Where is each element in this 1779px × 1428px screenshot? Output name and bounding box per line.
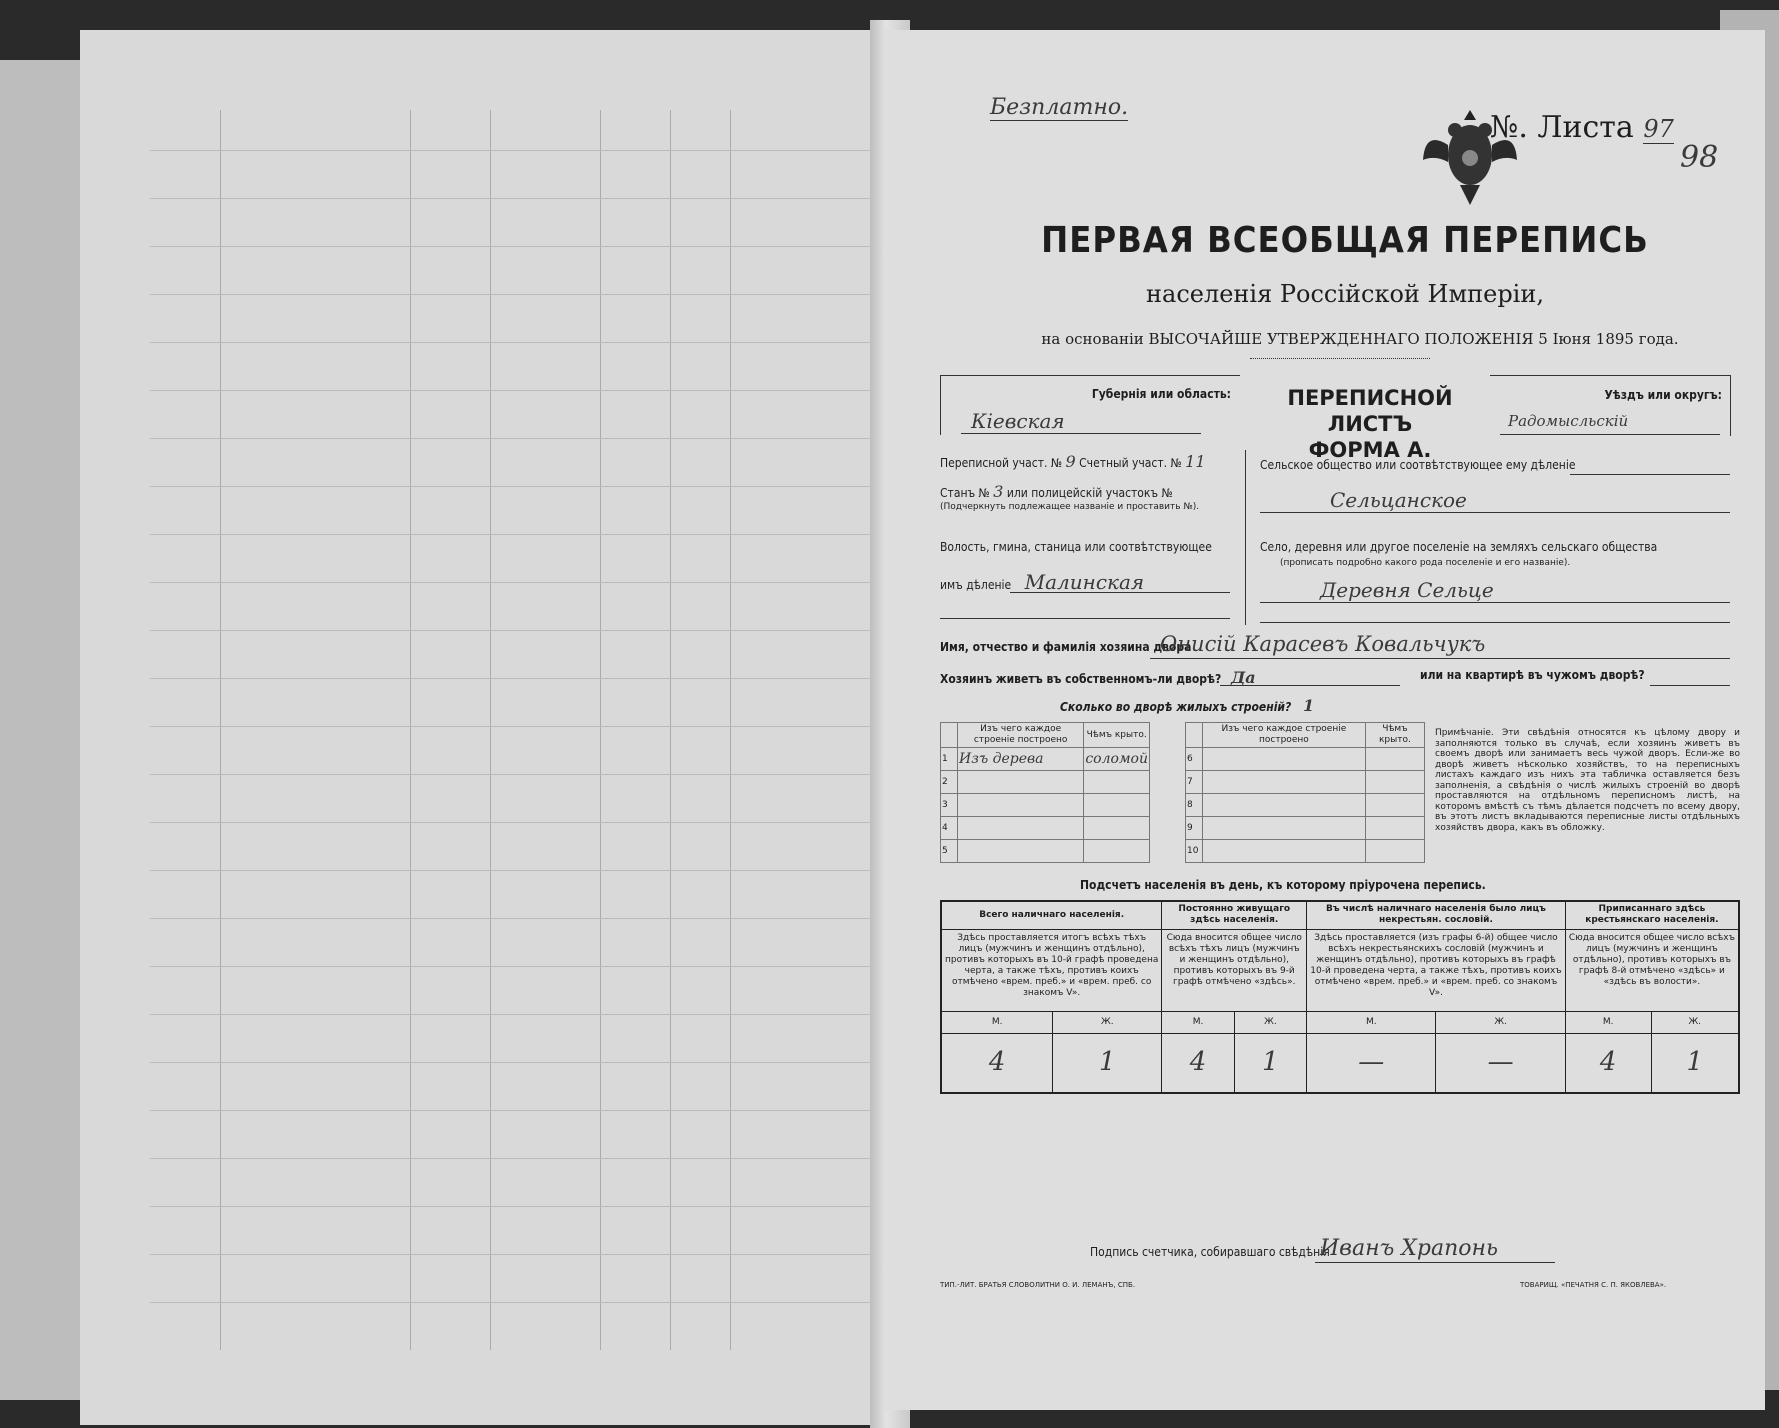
sheet-number-label: №. Листа [1490, 110, 1634, 145]
uezd-label: Уѣздъ или округъ: [1604, 388, 1722, 402]
form-label: ФОРМА А. [1308, 438, 1432, 462]
tally-table [940, 900, 1740, 1094]
ornament-divider [1250, 358, 1430, 359]
col-roof-header: Чѣмъ крыто. [1084, 723, 1150, 748]
male-label: М. [1307, 1011, 1436, 1033]
roof-value: соломой [1084, 748, 1150, 771]
stan-value: 3 [993, 482, 1004, 501]
tally-col-title: Постоянно живущаго здѣсь населенія. [1162, 901, 1307, 929]
tally-male-value: — [1307, 1033, 1436, 1093]
tally-col-desc: Здѣсь проставляется итогъ всѣхъ тѣхъ лицъ (мужчинъ и женщинъ отдѣльно), противъ которыхъ въ 10-й графѣ проведена черта, а также тѣхъ, противъ коихъ отмѣчено «врем. преб.» и «врем. преб. со знакомъ V». [941, 929, 1162, 1011]
buildings-table-left [940, 722, 1150, 863]
census-form [940, 40, 1740, 1330]
tally-male-value: 4 [941, 1033, 1053, 1093]
gubernia-box [940, 375, 1241, 435]
census-area-label: Переписной участ. № [940, 456, 1063, 470]
tally-male-value: 4 [1565, 1033, 1651, 1093]
female-label: Ж. [1234, 1011, 1306, 1033]
own-yard-row [940, 668, 1256, 687]
signature-label: Подпись счетчика, собиравшаго свѣдѣнія [1090, 1245, 1330, 1259]
volost-value: Малинская [1024, 570, 1145, 594]
census-area-row [940, 452, 1230, 471]
tally-heading: Подсчетъ населенія въ день, къ которому пріурочена перепись. [1080, 878, 1486, 892]
own-yard-value: Да [1230, 668, 1256, 687]
gubernia-label: Губернія или область: [1091, 387, 1231, 401]
table-row: 9 [1186, 817, 1425, 840]
male-label: М. [1162, 1011, 1234, 1033]
sheet-number-value: 97 [1643, 115, 1674, 143]
gubernia-value: Кіевская [971, 409, 1065, 433]
sheet-number [1490, 110, 1719, 175]
tally-col-desc: Сюда вносится общее число всѣхъ лицъ (мужчинъ и женщинъ отдѣльно), противъ которыхъ въ графѣ 8-й отмѣчено «здѣсь» и «здѣсь въ волости». [1565, 929, 1739, 1011]
sheet-title-block [1270, 385, 1470, 463]
volost-label: Волость, гмина, станица или соотвѣтствующее [940, 540, 1212, 554]
owner-label: Имя, отчество и фамилія хозяина двора [940, 640, 1192, 654]
owner-value: Онисій Карасевъ Ковальчукъ [1160, 632, 1486, 656]
uezd-box [1490, 375, 1731, 436]
table-row: 8 [1186, 794, 1425, 817]
table-row: 2 [941, 771, 1150, 794]
police-label: или полицейскій участокъ № [1006, 486, 1173, 500]
built-value: Изъ дерева [958, 748, 1084, 771]
female-label: Ж. [1651, 1011, 1739, 1033]
tally-col-desc: Сюда вносится общее число всѣхъ тѣхъ лицъ (мужчинъ и женщинъ отдѣльно), противъ которыхъ въ 9-й графѣ отмѣчено «здѣсь». [1162, 929, 1307, 1011]
table-row: 5 [941, 840, 1150, 863]
free-label: Безплатно. [990, 95, 1129, 120]
tally-col-title: Въ числѣ наличнаго населенія было лицъ некрестьян. сословій. [1307, 901, 1566, 929]
male-label: М. [941, 1011, 1053, 1033]
sheet-number-value-2: 98 [1680, 140, 1719, 175]
male-label: М. [1565, 1011, 1651, 1033]
table-row: 6 [1186, 748, 1425, 771]
table-row: 4 [941, 817, 1150, 840]
female-label: Ж. [1053, 1011, 1162, 1033]
underline-note: (Подчеркнуть подлежащее названіе и проставить №). [940, 502, 1200, 512]
printer-right: ТОВАРИЩ. «ПЕЧАТНЯ С. П. ЯКОВЛЕВА». [1520, 1281, 1667, 1289]
village-value: Деревня Сельце [1320, 578, 1494, 602]
note-text: Примѣчаніе. Эти свѣдѣнія относятся къ цѣлому двору и заполняются только въ случаѣ, если хозяинъ живетъ въ своемъ дворѣ или занимаетъ весь чужой дворъ. Если-же во дворѣ живетъ нѣсколько хозяйствъ, то на переписныхъ листахъ каждаго изъ нихъ эта табличка оставляется безъ заполненія, а свѣдѣнія о числѣ жилыхъ строеній во дворѣ проставляются на отдѣльномъ переписномъ листѣ, на которомъ вмѣстѣ съ тѣмъ дѣлается подсчетъ по всему двору, въ этотъ листъ вкладываются переписные листы отдѣльныхъ хозяйствъ двора, какъ въ обложку. [1435, 728, 1740, 833]
count-area-label: Счетный участ. № [1079, 456, 1182, 470]
own-yard-label: Хозяинъ живетъ въ собственномъ-ли дворѣ? [940, 672, 1222, 686]
volost-label-2: имъ дѣленіе [940, 578, 1012, 592]
table-row: 7 [1186, 771, 1425, 794]
table-row: 1 Изъ дерева соломой [941, 748, 1150, 771]
col-built-header-2: Изъ чего каждое строеніе построено [1203, 723, 1366, 748]
buildings-label: Сколько во дворѣ жилыхъ строеній? [1060, 700, 1292, 714]
village-label: Село, деревня или другое поселеніе на земляхъ сельскаго общества [1260, 540, 1658, 554]
left-page [80, 30, 890, 1425]
table-row: 10 [1186, 840, 1425, 863]
census-area-value: 9 [1065, 452, 1076, 471]
printer-left: ТИП.-ЛИТ. БРАТЬЯ СЛОВОЛИТНИ О. И. ЛЕМАНЪ, СПБ. [940, 1281, 1136, 1289]
ledger-grid [150, 110, 890, 1350]
village-note: (прописать подробно какого рода поселеніе и его названіе). [1280, 558, 1571, 568]
sheet-title: ПЕРЕПИСНОЙ ЛИСТЪ [1287, 386, 1453, 436]
stan-row [940, 482, 1230, 501]
tally-female-value: — [1436, 1033, 1565, 1093]
buildings-table-right [1185, 722, 1425, 863]
tally-col-title: Приписаннаго здѣсь крестьянскаго населенія. [1565, 901, 1739, 929]
female-label: Ж. [1436, 1011, 1565, 1033]
col-roof-header-2: Чѣмъ крыто. [1365, 723, 1424, 748]
buildings-value: 1 [1303, 696, 1315, 715]
uezd-value: Радомысльскій [1508, 412, 1629, 430]
society-label: Сельское общество или соотвѣтствующее ему дѣленіе [1260, 458, 1576, 472]
tally-female-value: 1 [1234, 1033, 1306, 1093]
subtitle: населенія Россійской Имперіи, [1146, 280, 1544, 308]
signature-value: Иванъ Храпонь [1320, 1236, 1498, 1261]
table-row: 3 [941, 794, 1150, 817]
tally-male-value: 4 [1162, 1033, 1234, 1093]
tally-col-title: Всего наличнаго населенія. [941, 901, 1162, 929]
count-area-value: 11 [1185, 452, 1206, 471]
main-title: ПЕРВАЯ ВСЕОБЩАЯ ПЕРЕПИСЬ [1041, 220, 1649, 261]
tally-female-value: 1 [1053, 1033, 1162, 1093]
rented-label: или на квартирѣ въ чужомъ дворѣ? [1420, 668, 1645, 682]
society-value: Сельцанское [1330, 488, 1467, 512]
stan-label: Станъ № [940, 486, 990, 500]
col-built-header: Изъ чего каждое строеніе построено [958, 723, 1084, 748]
legal-basis: на основаніи ВЫСОЧАЙШЕ УТВЕРЖДЕННАГО ПОЛОЖЕНІЯ 5 Іюня 1895 года. [1041, 330, 1679, 348]
tally-col-desc: Здѣсь проставляется (изъ графы 6-й) общее число всѣхъ некрестьянскихъ сословій (мужчинъ и женщинъ отдѣльно), противъ которыхъ въ графѣ 10-й проведена черта, а также тѣхъ, противъ коихъ отмѣчено «врем. преб.» и «врем. преб. со знакомъ V». [1307, 929, 1566, 1011]
buildings-row [1060, 696, 1314, 715]
volost-row [940, 570, 1230, 594]
tally-female-value: 1 [1651, 1033, 1739, 1093]
